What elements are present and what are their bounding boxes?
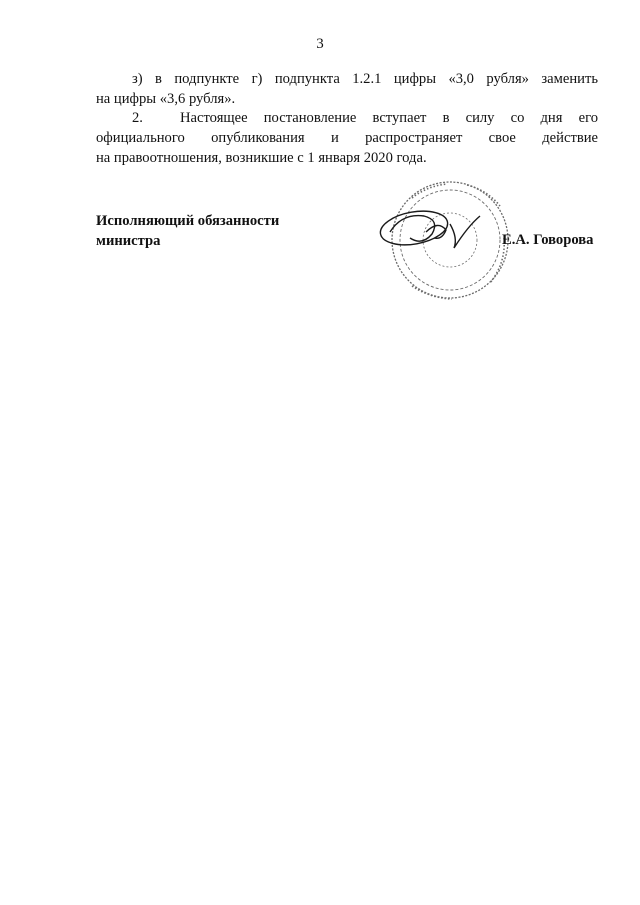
amendment-line-2: на цифры «3,6 рубля».: [96, 91, 236, 107]
paragraph-2-line-2: официального опубликования и распространяет свое действие: [96, 130, 598, 146]
signer-title-line-2: министра: [96, 233, 161, 249]
paragraph-2-line-3: на правоотношения, возникшие с 1 января 2020 года.: [96, 150, 427, 166]
signer-name: Е.А. Говорова: [502, 232, 594, 248]
official-seal-stamp: [372, 168, 522, 308]
paragraph-2: [96, 108, 598, 168]
paragraph-2-line-1: 2. Настоящее постановление вступает в силу со дня его: [132, 110, 598, 126]
page-number: 3: [316, 36, 324, 52]
signature-scribble: [378, 206, 480, 249]
signer-title-line-1: Исполняющий обязанности: [96, 213, 280, 229]
paragraph-2-number: 2.: [132, 110, 143, 126]
signer-title: [96, 211, 279, 251]
amendment-paragraph-z: [96, 69, 598, 109]
amendment-line-1: з) в подпункте г) подпункта 1.2.1 цифры «3,0 рубля» заменить: [132, 71, 598, 87]
